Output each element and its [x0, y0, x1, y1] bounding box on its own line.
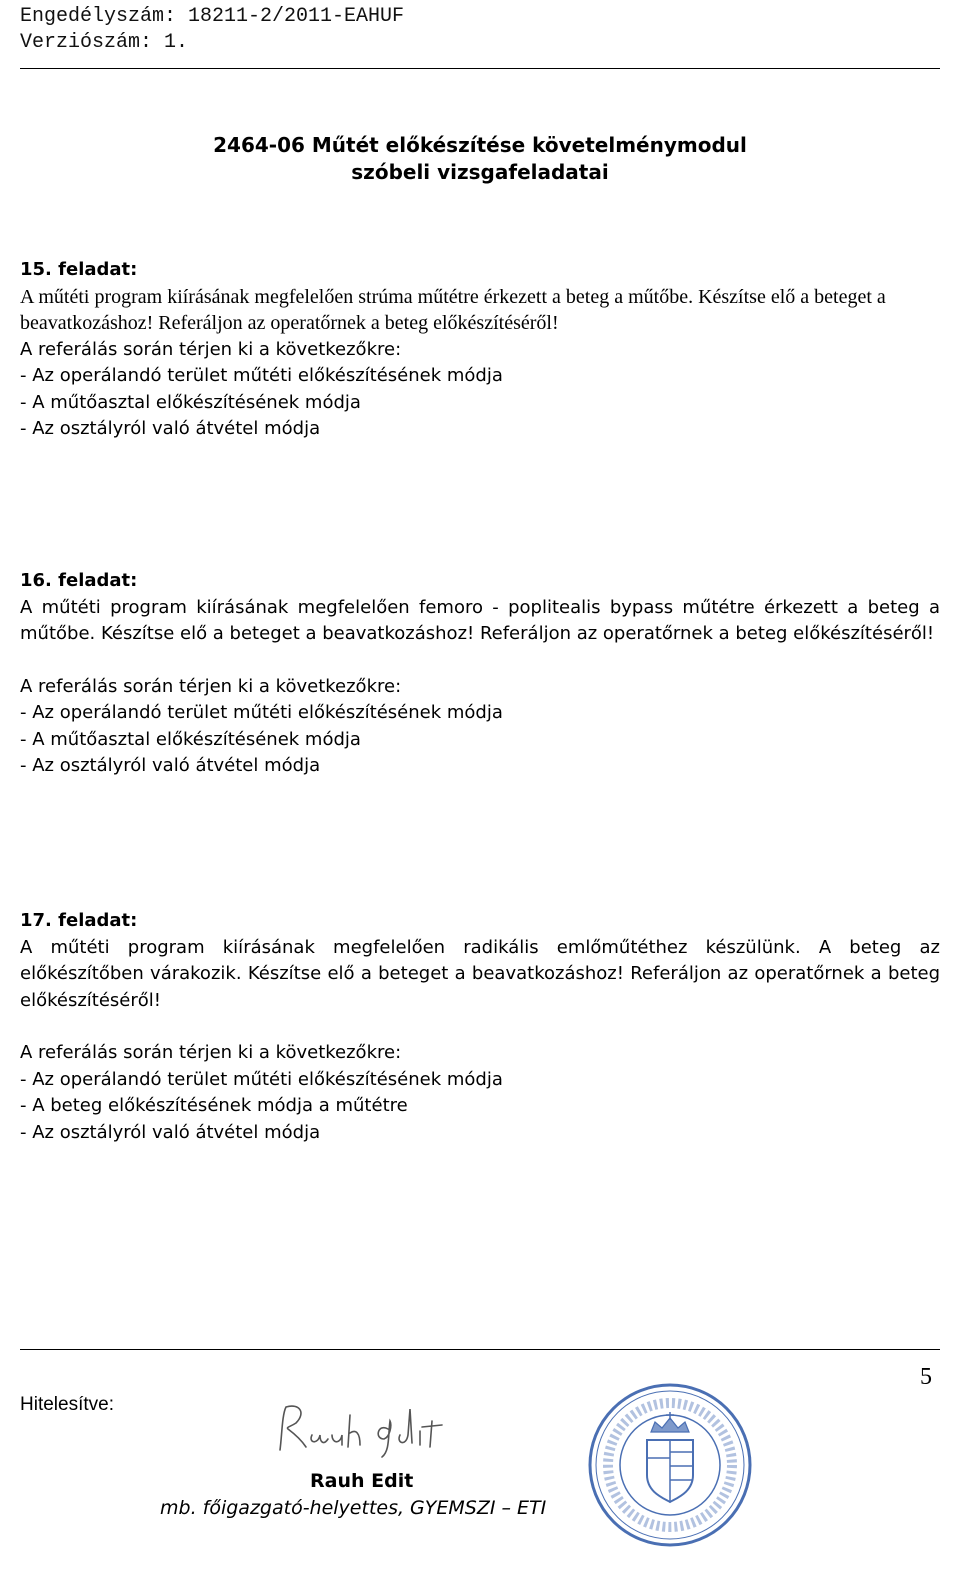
handwritten-signature: [270, 1395, 470, 1465]
task-description: A műtéti program kiírásának megfelelően radikális emlőműtéthez készülünk. A beteg az előkészítőben várakozik. Készítse elő a beteget a beavatkozáshoz! Referáljon az operatőrnek a beteg előkészítéséről!: [20, 936, 940, 1011]
referral-item: - A műtőasztal előkészítésének módja: [20, 728, 361, 750]
referral-item: - A műtőasztal előkészítésének módja: [20, 391, 361, 413]
referral-intro: A referálás során térjen ki a következőkre:: [20, 675, 402, 697]
signer-role: mb. főigazgató-helyettes, GYEMSZI – ETI: [160, 1497, 547, 1519]
page-title: [20, 132, 940, 186]
task-referral-list: [20, 674, 940, 780]
task-description: A műtéti program kiírásának megfelelően strúma műtétre érkezett a beteg a műtőbe. Készítse elő a beteget a beavatkozáshoz! Referáljon az operatőrnek a beteg előkészítéséről!: [20, 285, 886, 334]
task-title: 17. feladat:: [20, 910, 138, 931]
official-seal: [585, 1380, 755, 1550]
page-number: 5: [920, 1364, 932, 1390]
certify-label: Hitelesítve:: [20, 1394, 114, 1415]
referral-item: - Az operálandó terület műtéti előkészítésének módja: [20, 702, 503, 723]
page-title-line-2: szóbeli vizsgafeladatai: [351, 160, 609, 184]
task-title: 15. feladat:: [20, 259, 138, 280]
referral-item: - Az operálandó terület műtéti előkészítésének módja: [20, 1068, 503, 1090]
referral-intro: A referálás során térjen ki a következőkre:: [20, 338, 402, 360]
task-description: A műtéti program kiírásának megfelelően femoro - poplitealis bypass műtétre érkezett a beteg a műtőbe. Készítse elő a beteget a beavatkozáshoz! Referáljon az operatőrnek a beteg előkészítéséről!: [20, 596, 940, 644]
task-referral-list: [20, 1040, 940, 1146]
header-divider: [20, 68, 940, 69]
referral-item: - Az osztályról való átvétel módja: [20, 1121, 321, 1143]
version-number: Verziószám: 1.: [20, 31, 189, 54]
referral-item: - A beteg előkészítésének módja a műtétre: [20, 1095, 408, 1116]
document-header: [20, 4, 940, 56]
page-title-line-1: 2464-06 Műtét előkészítése követelménymodul: [213, 133, 747, 157]
footer-divider: [20, 1349, 940, 1350]
referral-item: - Az operálandó terület műtéti előkészítésének módja: [20, 365, 503, 386]
task-15: [20, 257, 940, 443]
signer-name: Rauh Edit: [310, 1470, 414, 1492]
referral-item: - Az osztályról való átvétel módja: [20, 755, 321, 776]
task-title: 16. feladat:: [20, 570, 138, 591]
license-number: Engedélyszám: 18211-2/2011-EAHUF: [20, 5, 405, 28]
referral-intro: A referálás során térjen ki a következőkre:: [20, 1042, 402, 1063]
task-16: [20, 568, 940, 780]
task-referral-list: [20, 337, 940, 443]
task-17: [20, 908, 940, 1146]
referral-item: - Az osztályról való átvétel módja: [20, 418, 321, 439]
